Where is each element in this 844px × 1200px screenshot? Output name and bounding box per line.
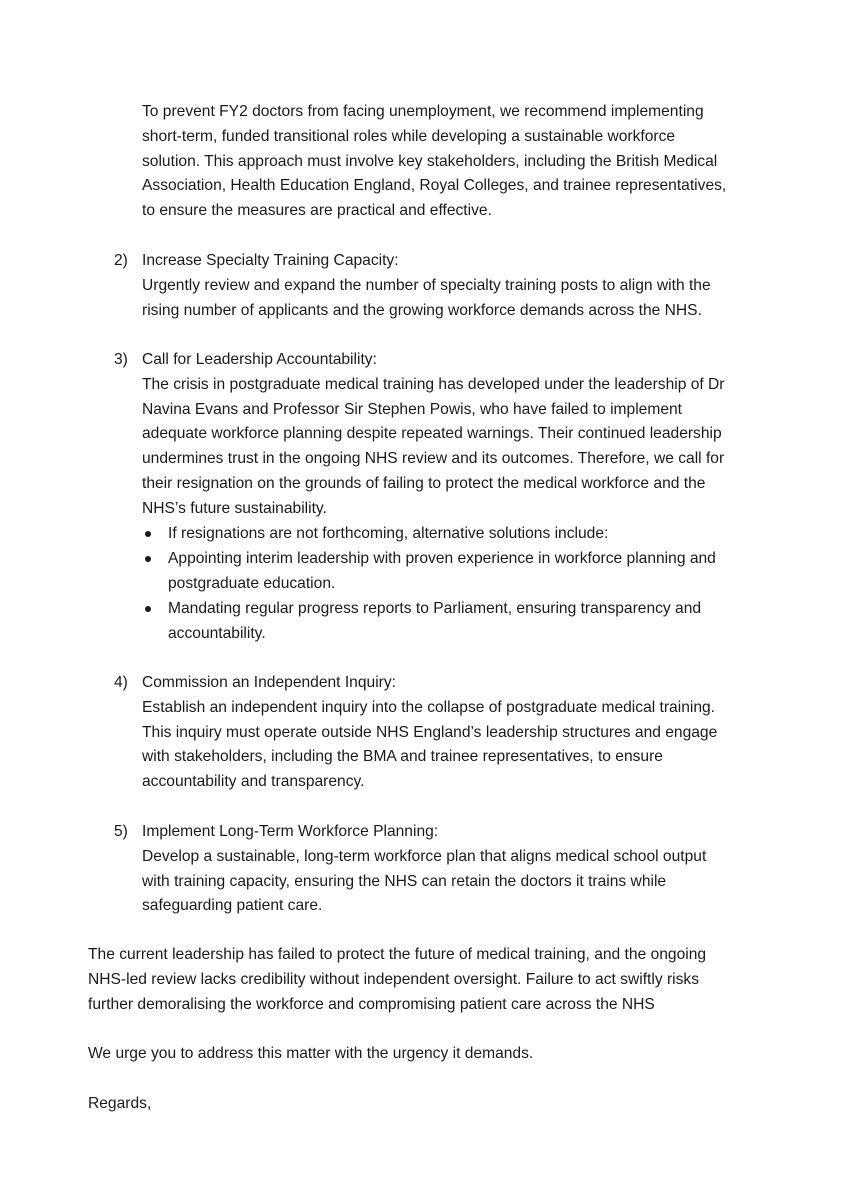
text-line: Association, Health Education England, Royal Colleges, and trainee representatives,	[142, 177, 727, 195]
text-line: postgraduate education.	[168, 574, 336, 592]
list-item-heading: Increase Specialty Training Capacity:	[142, 252, 399, 269]
urge-paragraph	[88, 1042, 533, 1067]
list-item-leadership-accountability	[142, 348, 725, 522]
list-number: 3)	[114, 351, 128, 368]
text-line: Establish an independent inquiry into the collapse of postgraduate medical training.	[142, 698, 716, 716]
list-number: 2)	[114, 252, 128, 269]
bullet-icon	[145, 556, 151, 562]
list-item-heading: Call for Leadership Accountability:	[142, 351, 377, 368]
text-line: to ensure the measures are practical and effective.	[142, 202, 492, 220]
text-line: NHS-led review lacks credibility without independent oversight. Failure to act swiftly risks	[88, 970, 699, 988]
bullet-icon	[145, 531, 151, 537]
list-item-specialty-capacity	[142, 249, 711, 323]
text-line: The current leadership has failed to protect the future of medical training, and the ongoing	[88, 946, 707, 963]
text-line: solution. This approach must involve key stakeholders, including the British Medical	[142, 152, 718, 170]
text-line: If resignations are not forthcoming, alternative solutions include:	[168, 525, 609, 542]
text-line: adequate workforce planning despite repeated warnings. Their continued leadership	[142, 425, 722, 443]
bullet-item	[168, 547, 716, 597]
list-item-heading: Commission an Independent Inquiry:	[142, 674, 396, 691]
list-item-heading: Implement Long-Term Workforce Planning:	[142, 823, 439, 840]
text-line: Develop a sustainable, long-term workforce plan that aligns medical school output	[142, 847, 707, 865]
text-line: Urgently review and expand the number of specialty training posts to align with the	[142, 276, 711, 294]
text-line: The crisis in postgraduate medical training has developed under the leadership of Dr	[142, 375, 725, 393]
bullet-item	[168, 522, 608, 547]
list-number: 4)	[114, 674, 128, 691]
text-line: This inquiry must operate outside NHS England’s leadership structures and engage	[142, 723, 718, 741]
text-line: further demoralising the workforce and compromising patient care across the NHS	[88, 995, 655, 1013]
text-line: accountability and transparency.	[142, 773, 365, 791]
text-line: with training capacity, ensuring the NHS can retain the doctors it trains while	[142, 872, 667, 890]
bullet-item	[168, 597, 701, 647]
text-line: accountability.	[168, 624, 266, 642]
list-item-independent-inquiry	[142, 671, 717, 795]
bullet-icon	[145, 606, 151, 612]
text-line: We urge you to address this matter with the urgency it demands.	[88, 1045, 534, 1062]
conclusion-paragraph	[88, 943, 706, 1017]
text-line: NHS’s future sustainability.	[142, 499, 327, 517]
list-number: 5)	[114, 823, 128, 840]
text-line: their resignation on the grounds of failing to protect the medical workforce and the	[142, 474, 706, 492]
intro-paragraph	[142, 100, 726, 224]
text-line: rising number of applicants and the growing workforce demands across the NHS.	[142, 301, 702, 319]
text-line: undermines trust in the ongoing NHS review and its outcomes. Therefore, we call for	[142, 450, 725, 468]
list-item-workforce-planning	[142, 820, 706, 919]
text-line: Mandating regular progress reports to Parliament, ensuring transparency and	[168, 600, 702, 617]
text-line: Navina Evans and Professor Sir Stephen Powis, who have failed to implement	[142, 400, 683, 418]
text-line: short-term, funded transitional roles while developing a sustainable workforce	[142, 127, 676, 145]
signoff	[88, 1092, 151, 1117]
text-line: Regards,	[88, 1095, 152, 1112]
text-line: with stakeholders, including the BMA and trainee representatives, to ensure	[142, 748, 663, 766]
text-line: safeguarding patient care.	[142, 897, 323, 915]
text-line: Appointing interim leadership with proven experience in workforce planning and	[168, 550, 716, 567]
text-line: To prevent FY2 doctors from facing unemployment, we recommend implementing	[142, 103, 704, 120]
